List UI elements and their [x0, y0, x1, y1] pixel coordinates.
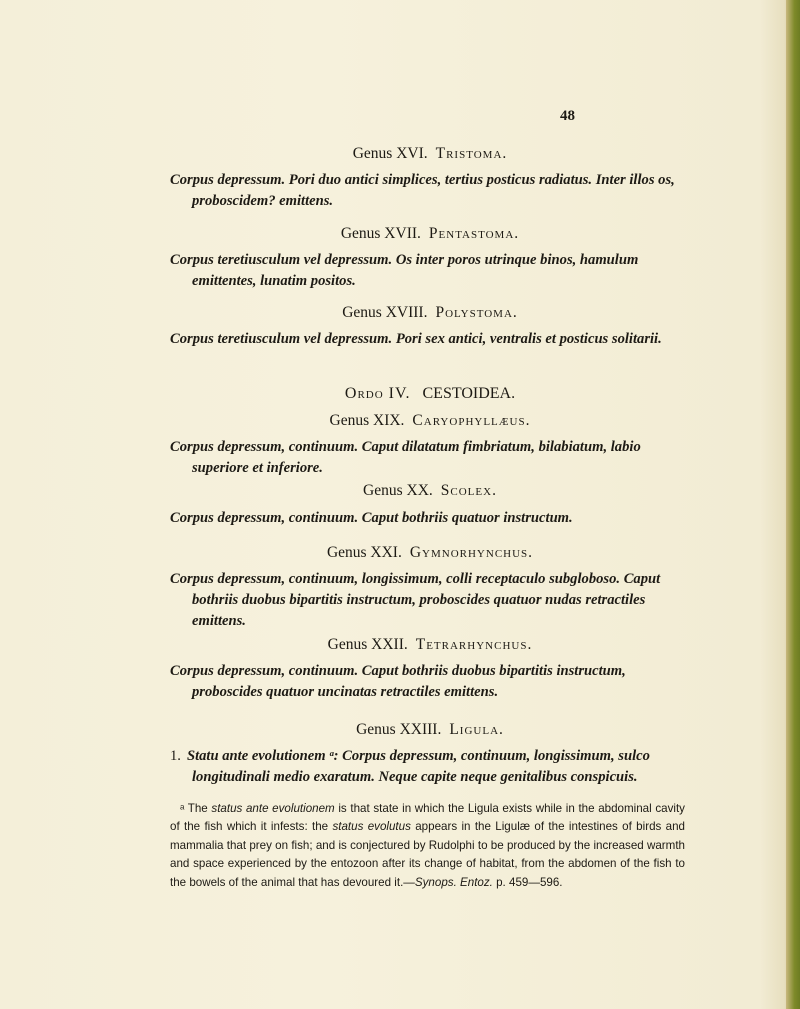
genus-name: Gymnorhynchus.: [409, 544, 534, 561]
genus-heading-xix: [170, 412, 690, 430]
genus-description-xvii: Corpus teretiusculum vel depressum. Os inter poros utrinque binos, hamulum emittentes, lunatim positos.: [170, 252, 639, 289]
genus-name: Ligula.: [449, 721, 504, 738]
genus-heading-xviii: [170, 304, 690, 322]
genus-heading-xvii: [170, 225, 690, 243]
footnote-marker: ᵃ: [180, 802, 185, 815]
genus-heading-xxiii: [170, 721, 690, 739]
footnote-term: status evolutus: [332, 820, 411, 834]
genus-description-xx: Corpus depressum, continuum. Caput bothriis quatuor instructum.: [170, 510, 573, 526]
genus-label: Genus XXI.: [326, 544, 402, 561]
genus-heading-xvi: [170, 145, 690, 163]
genus-name: Scolex.: [440, 482, 497, 499]
genus-heading-xx: [170, 482, 690, 500]
genus-description-xvi: Corpus depressum. Pori duo antici simplices, tertius posticus radiatus. Inter illos os, proboscidem? emittens.: [170, 172, 675, 209]
genus-label: Genus XXII.: [327, 636, 408, 653]
genus-description-xxi: Corpus depressum, continuum, longissimum, colli receptaculo subgloboso. Caput bothriis duobus bipartitis instructum, proboscides quatuor nudas retractiles emittens.: [170, 571, 661, 629]
genus-label: Genus XVI.: [352, 145, 428, 162]
genus-description-xxiii: [170, 746, 697, 788]
genus-heading-xxii: [170, 636, 690, 654]
footnote-term: status ante evolutionem: [211, 802, 335, 815]
genus-name: Pentastoma.: [428, 225, 520, 242]
genus-heading-xxi: [170, 544, 690, 562]
footnote-text: is that state in which the Ligula exists while in the abdominal cavity of the fish which it infests: the: [170, 802, 685, 834]
genus-label: Genus XIX.: [329, 412, 405, 429]
genus-label: Genus XXIII.: [356, 721, 442, 738]
genus-name: Caryophyllæus.: [412, 412, 531, 429]
genus-name: Polystoma.: [435, 304, 518, 321]
footnote-reference: Synops. Entoz.: [414, 875, 493, 889]
genus-description-xxii: Corpus depressum, continuum. Caput bothriis duobus bipartitis instructum, proboscides quatuor uncinatas retractiles emittens.: [170, 663, 626, 700]
footnote-text: appears in the Ligulæ of the intestines of birds and mammalia that prey on fish; and is conjectured by Rudolphi to be produced by the increased warmth and space experienced by the entozoon after its change of habitat, from the abdomen of the fish to the bowels of the animal that has devoured it.—: [170, 820, 685, 889]
genus-description-xviii: Corpus teretiusculum vel depressum. Pori sex antici, ventralis et posticus solitarii.: [170, 331, 662, 347]
genus-name: Tristoma.: [435, 145, 508, 162]
genus-description-xix: Corpus depressum, continuum. Caput dilatatum fimbriatum, bilabiatum, labio superiore et inferiore.: [170, 439, 641, 476]
page-number: 48: [560, 108, 575, 124]
item-number: 1.: [170, 748, 181, 764]
footnote: [170, 800, 685, 892]
genus-label: Genus XVIII.: [342, 304, 428, 321]
page-edge: [786, 0, 800, 1009]
footnote-text: The: [184, 802, 212, 815]
ordo-label: Ordo IV.: [344, 385, 411, 402]
genus-name: Tetrarhynchus.: [415, 636, 533, 653]
genus-label: Genus XX.: [363, 482, 433, 499]
genus-label: Genus XVII.: [340, 225, 421, 242]
footnote-text: p. 459—596.: [492, 875, 563, 889]
ligula-description: Statu ante evolutionem ᵃ: Corpus depressum, continuum, longissimum, sulco longitudinali medio exaratum. Neque capite neque genitalibus conspicuis.: [186, 748, 650, 785]
ordo-heading: [170, 385, 690, 403]
ordo-name: CESTOIDEA.: [422, 385, 516, 402]
